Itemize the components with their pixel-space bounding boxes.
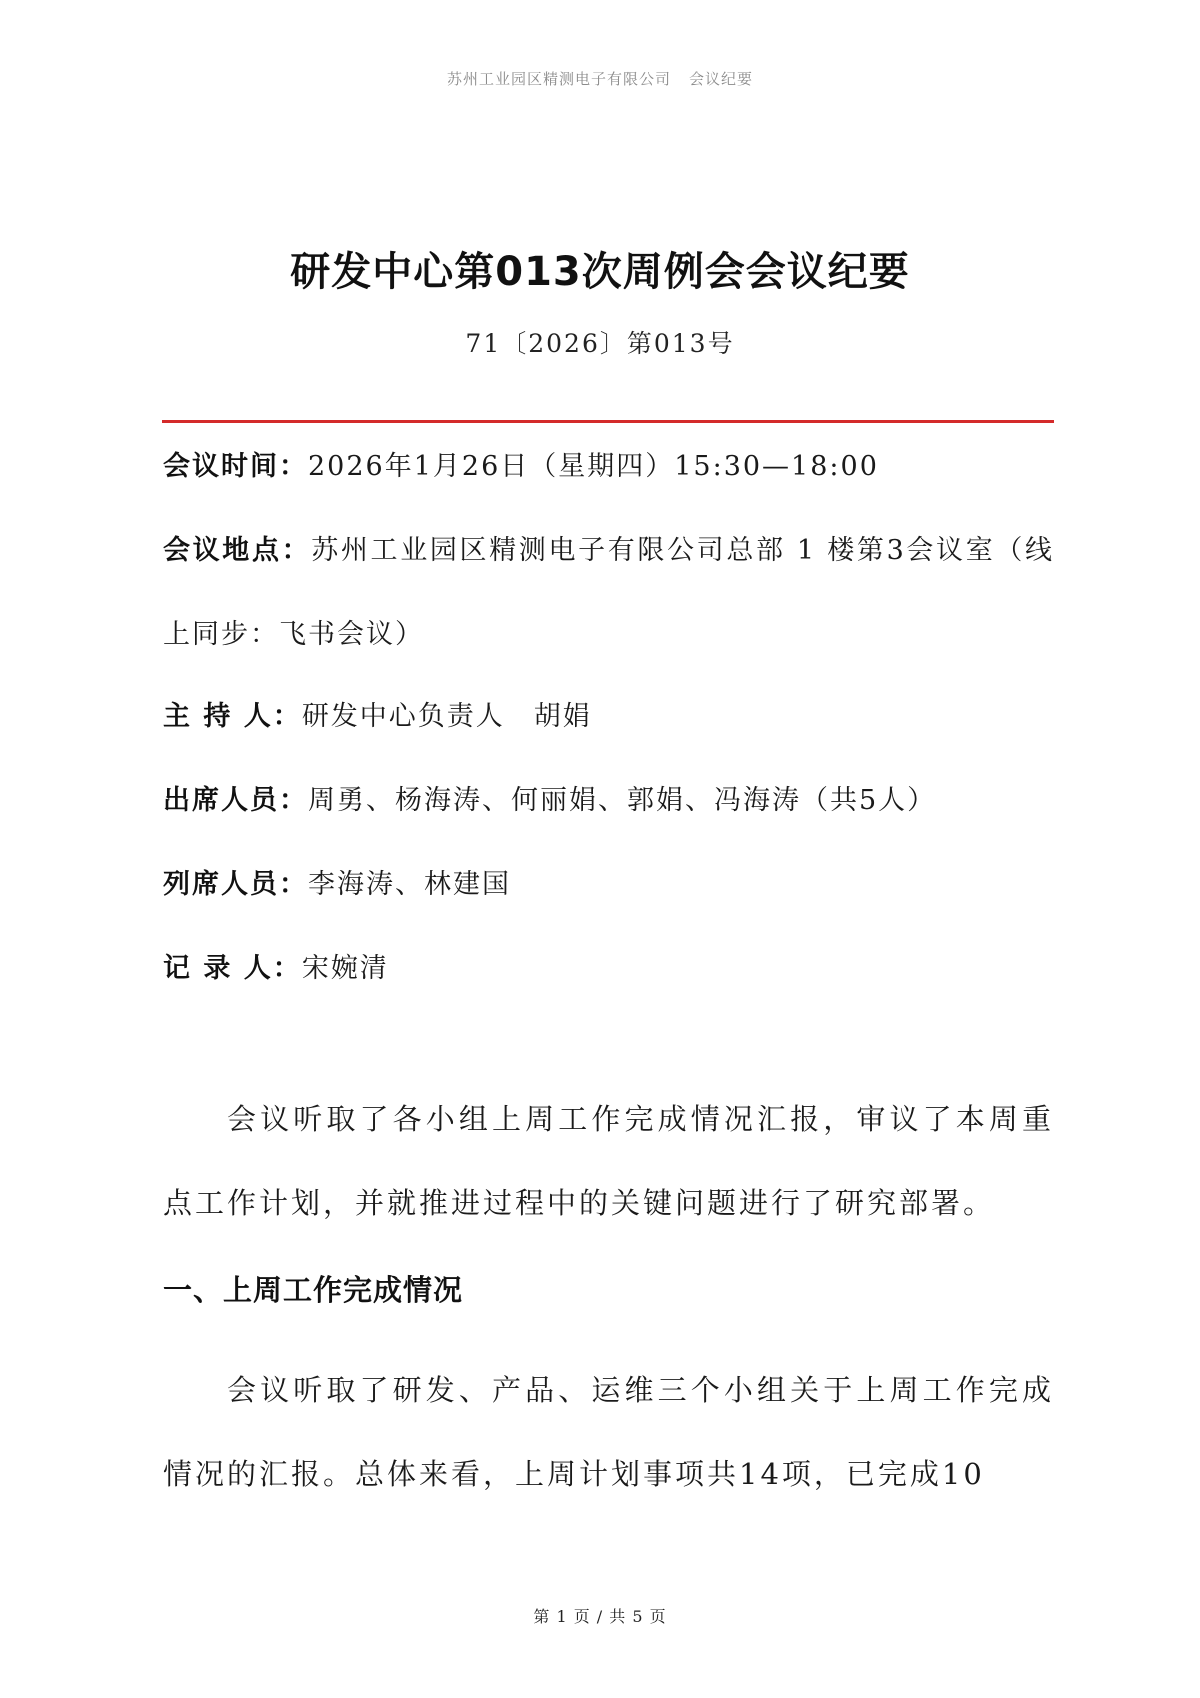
- attendees-row: [163, 780, 1054, 822]
- meeting-time-label: 会议时间：: [163, 451, 308, 482]
- recorder-row: [163, 948, 1054, 990]
- meeting-place-value: 苏州工业园区精测电子有限公司总部 1 楼第3会议室（线上同步：飞书会议）: [163, 535, 1054, 650]
- red-divider: [162, 420, 1054, 423]
- meeting-time-row: [163, 446, 1054, 488]
- attendees-label: 出席人员：: [163, 785, 308, 816]
- meeting-place-row: [163, 509, 1054, 677]
- document-title: 研发中心第013次周例会会议纪要: [290, 249, 910, 295]
- page-header: [0, 68, 1200, 89]
- header-doc-type: 会议纪要: [689, 70, 754, 88]
- header-company: 苏州工业园区精测电子有限公司: [446, 70, 671, 88]
- guests-value: 李海涛、林建国: [308, 869, 511, 900]
- document-number: 71〔2026〕第013号: [465, 329, 735, 358]
- guests-row: [163, 864, 1054, 906]
- attendees-value: 周勇、杨海涛、何丽娟、郭娟、冯海涛（共5人）: [308, 785, 937, 816]
- page-footer: 第 1 页 / 共 5 页: [533, 1607, 667, 1626]
- section-1-paragraph: 会议听取了研发、产品、运维三个小组关于上周工作完成情况的汇报。总体来看，上周计划事项共14项，已完成10: [163, 1373, 1054, 1491]
- meeting-place-label: 会议地点：: [163, 535, 312, 566]
- recorder-label: 记 录 人：: [163, 953, 302, 984]
- host-value: 研发中心负责人 胡娟: [301, 701, 592, 732]
- recorder-value: 宋婉清: [301, 953, 389, 984]
- intro-paragraph: 会议听取了各小组上周工作完成情况汇报，审议了本周重点工作计划，并就推进过程中的关键问题进行了研究部署。: [163, 1102, 1054, 1220]
- guests-label: 列席人员：: [163, 869, 308, 900]
- host-label: 主 持 人：: [163, 701, 302, 732]
- section-1-heading: 一、上周工作完成情况: [163, 1273, 464, 1307]
- meeting-time-value: 2026年1月26日（星期四）15:30—18:00: [308, 451, 879, 482]
- host-row: [163, 696, 1054, 738]
